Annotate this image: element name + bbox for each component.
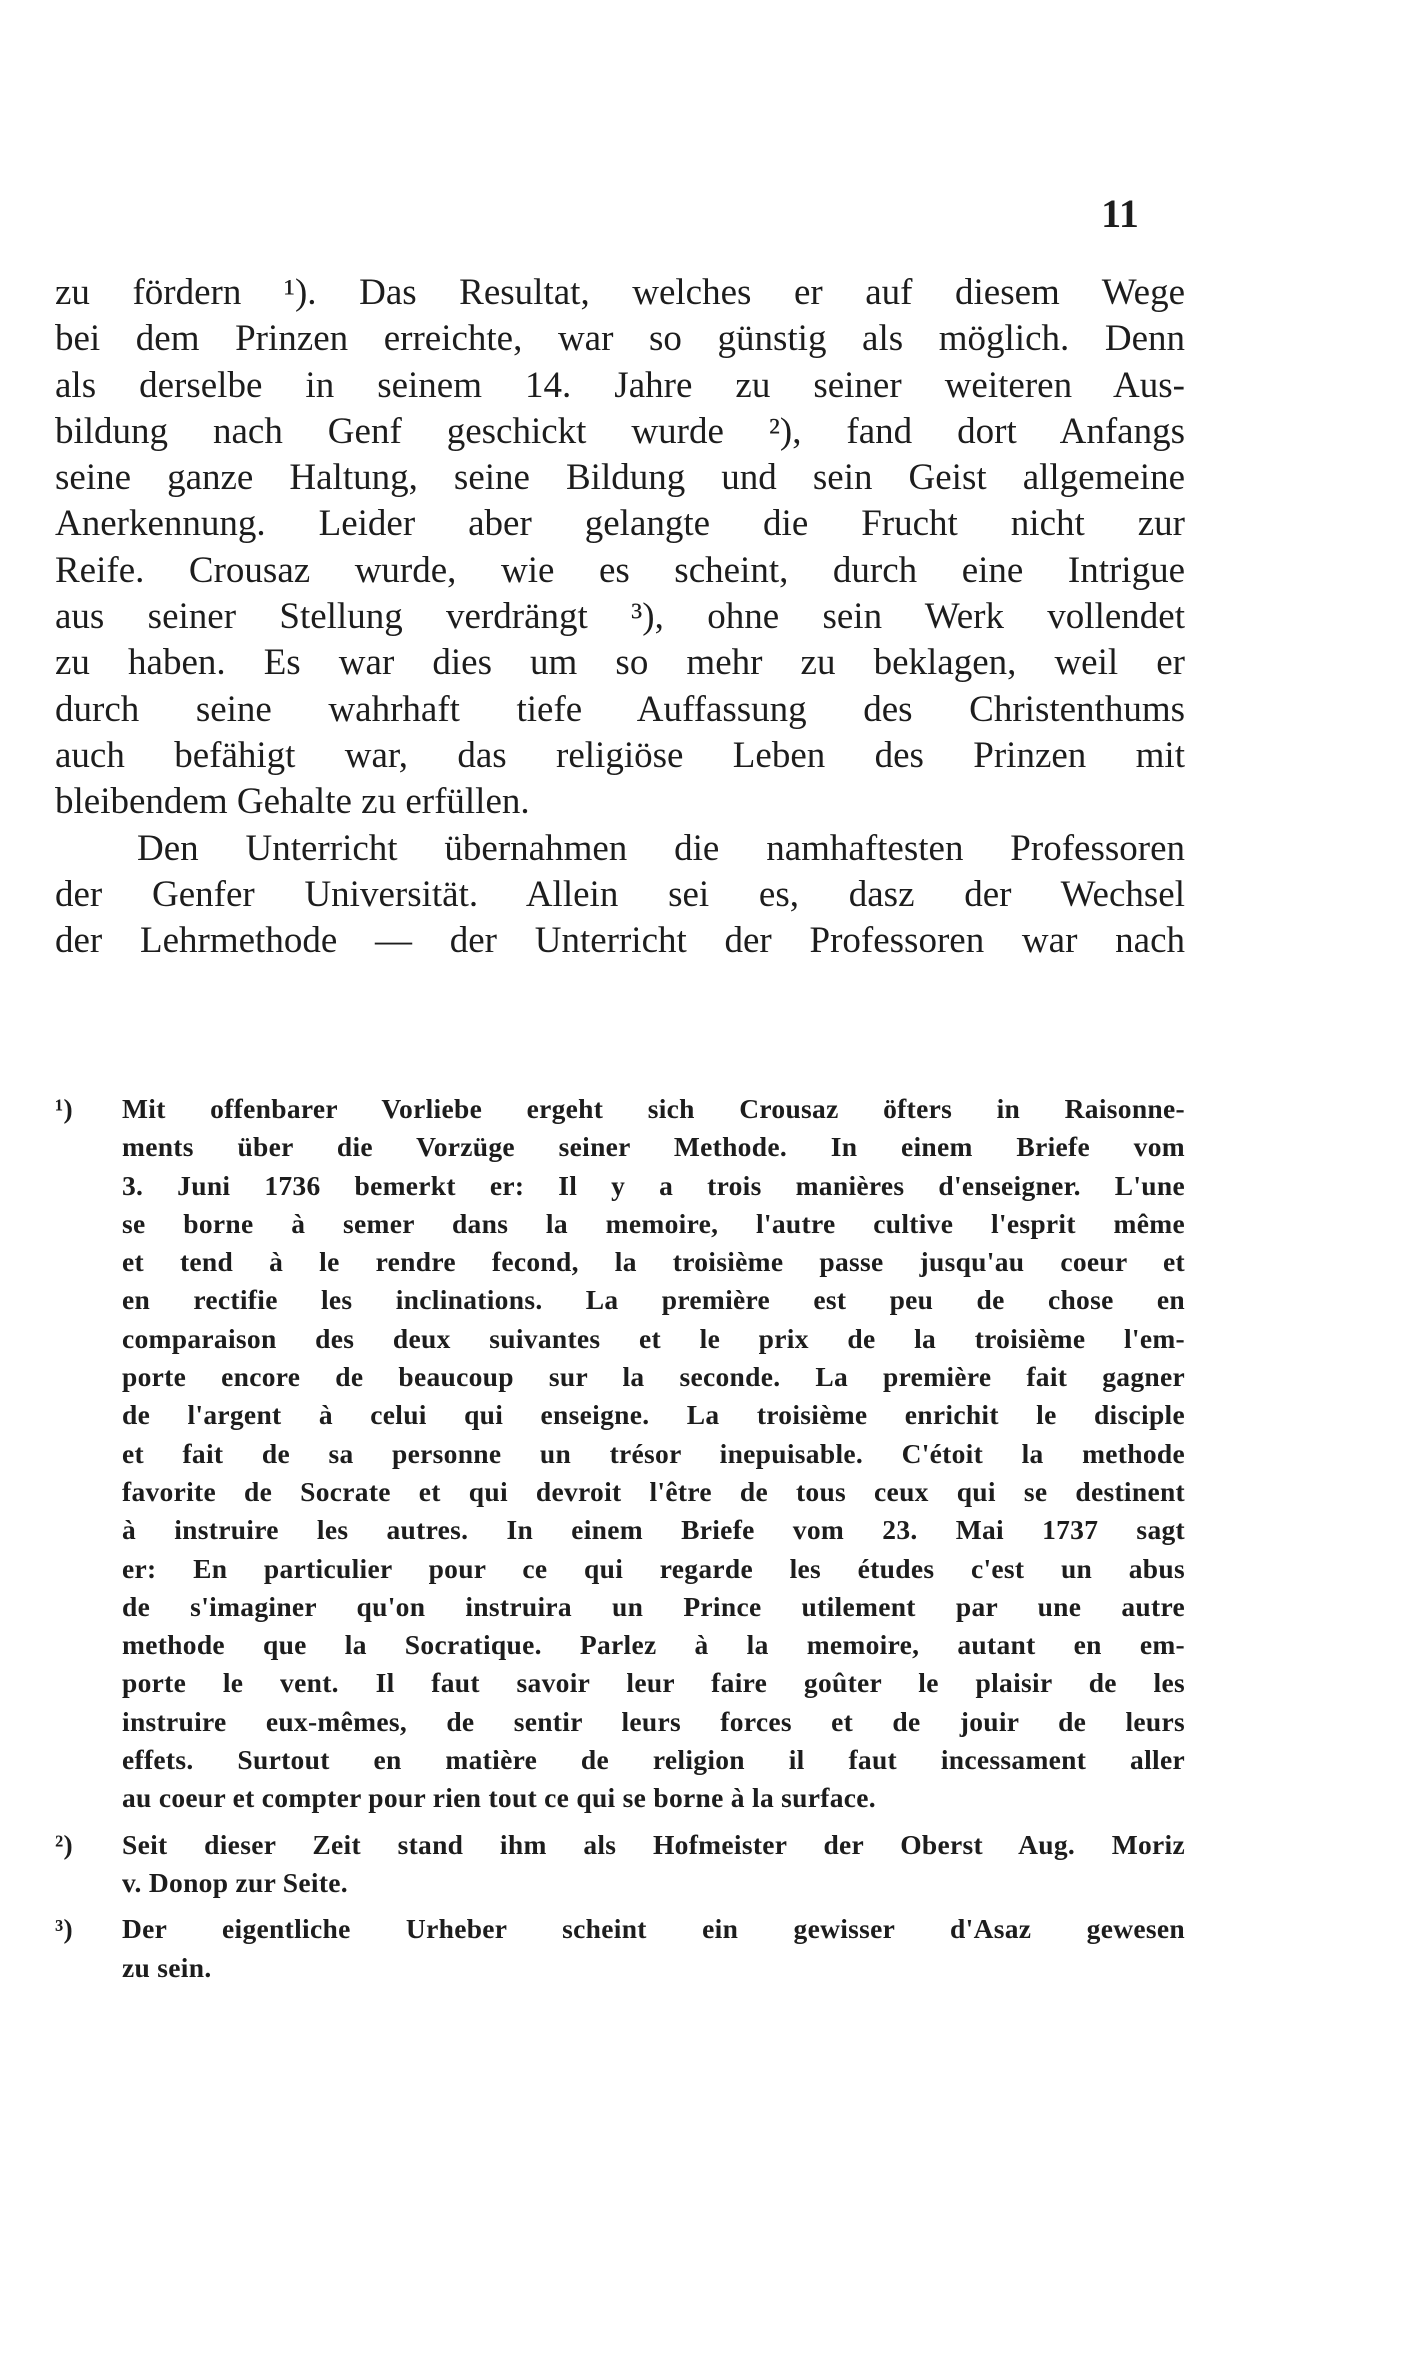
footnote-line: et tend à le rendre fecond, la troisième passe jusqu'au coeur et [122,1246,1185,1278]
text-line: der Lehrmethode — der Unterricht der Professoren war nach [55,920,1185,962]
footnote-line: instruire eux-mêmes, de sentir leurs forces et de jouir de leurs [122,1705,1185,1737]
text-line: durch seine wahrhaft tiefe Auffassung des Christenthums [55,688,1185,730]
footnote-line: methode que la Socratique. Parlez à la memoire, autant en em- [122,1629,1185,1661]
footnote-line: se borne à semer dans la memoire, l'autre cultive l'esprit même [122,1207,1185,1239]
footnote-line: porte le vent. Il faut savoir leur faire goûter le plaisir de les [122,1667,1185,1699]
text-line: bleibendem Gehalte zu erfüllen. [55,781,530,823]
text-line: aus seiner Stellung verdrängt ³), ohne sein Werk vollendet [55,596,1185,638]
footnote-text: Mit offenbarer Vorliebe ergeht sich Crousaz öfters in Raisonne- [122,1093,1185,1124]
footnote-marker: ¹) [55,1093,74,1124]
footnote-line: zu sein. [122,1951,212,1983]
footnote-line: effets. Surtout en matière de religion il faut incessament aller [122,1744,1185,1776]
footnote-line: porte encore de beaucoup sur la seconde. La première fait gagner [122,1361,1185,1393]
text-line: zu haben. Es war dies um so mehr zu beklagen, weil er [55,642,1185,684]
text-line: seine ganze Haltung, seine Bildung und sein Geist allgemeine [55,457,1185,499]
footnote-line: de l'argent à celui qui enseigne. La troisième enrichit le disciple [122,1399,1185,1431]
footnote-line: à instruire les autres. In einem Briefe vom 23. Mai 1737 sagt [122,1514,1185,1546]
footnote-line: 3. Juni 1736 bemerkt er: Il y a trois manières d'enseigner. L'une [122,1169,1185,1201]
footnotes [55,1090,1185,1987]
footnote-line: er: En particulier pour ce qui regarde les études c'est un abus [122,1552,1185,1584]
footnote-line [55,1090,1185,1128]
footnote-line: au coeur et compter pour rien tout ce qui se borne à la surface. [122,1782,876,1814]
footnote-1 [55,1090,1185,1818]
footnote-3 [55,1910,1185,1987]
text-line: der Genfer Universität. Allein sei es, dasz der Wechsel [55,873,1185,915]
footnote-line: v. Donop zur Seite. [122,1866,348,1898]
footnote-line: et fait de sa personne un trésor inepuisable. C'étoit la methode [122,1437,1185,1469]
text-line: bei dem Prinzen erreichte, war so günstig als möglich. Denn [55,318,1185,360]
footnote-marker: ²) [55,1828,74,1860]
footnote-line [55,1910,1185,1948]
footnote-text: Der eigentliche Urheber scheint ein gewisser d'Asaz gewesen [122,1913,1185,1945]
footnote-text: Seit dieser Zeit stand ihm als Hofmeister der Oberst Aug. Moriz [122,1828,1185,1860]
text-line: auch befähigt war, das religiöse Leben des Prinzen mit [55,734,1185,776]
text-line: Anerkennung. Leider aber gelangte die Frucht nicht zur [55,503,1185,545]
text-line: Reife. Crousaz wurde, wie es scheint, durch eine Intrigue [55,549,1185,591]
footnote-line: en rectifie les inclinations. La première est peu de chose en [122,1284,1185,1316]
text-line: als derselbe in seinem 14. Jahre zu seiner weiteren Aus- [55,364,1185,406]
footnote-2 [55,1826,1185,1903]
page-number: 11 [1101,191,1139,236]
text-line: zu fördern ¹). Das Resultat, welches er auf diesem Wege [55,272,1185,313]
footnote-line: ments über die Vorzüge seiner Methode. In einem Briefe vom [122,1131,1185,1163]
footnote-line [55,1826,1185,1864]
footnote-line: favorite de Socrate et qui devroit l'être de tous ceux qui se destinent [122,1475,1185,1507]
footnote-marker: ³) [55,1913,74,1945]
main-text [55,270,1185,964]
text-line: Den Unterricht übernahmen die namhaftesten Professoren [137,827,1185,869]
footnote-line: de s'imaginer qu'on instruira un Prince utilement par une autre [122,1590,1185,1622]
footnote-line: comparaison des deux suivantes et le prix de la troisième l'em- [122,1322,1185,1354]
text-line: bildung nach Genf geschickt wurde ²), fand dort Anfangs [55,410,1185,452]
